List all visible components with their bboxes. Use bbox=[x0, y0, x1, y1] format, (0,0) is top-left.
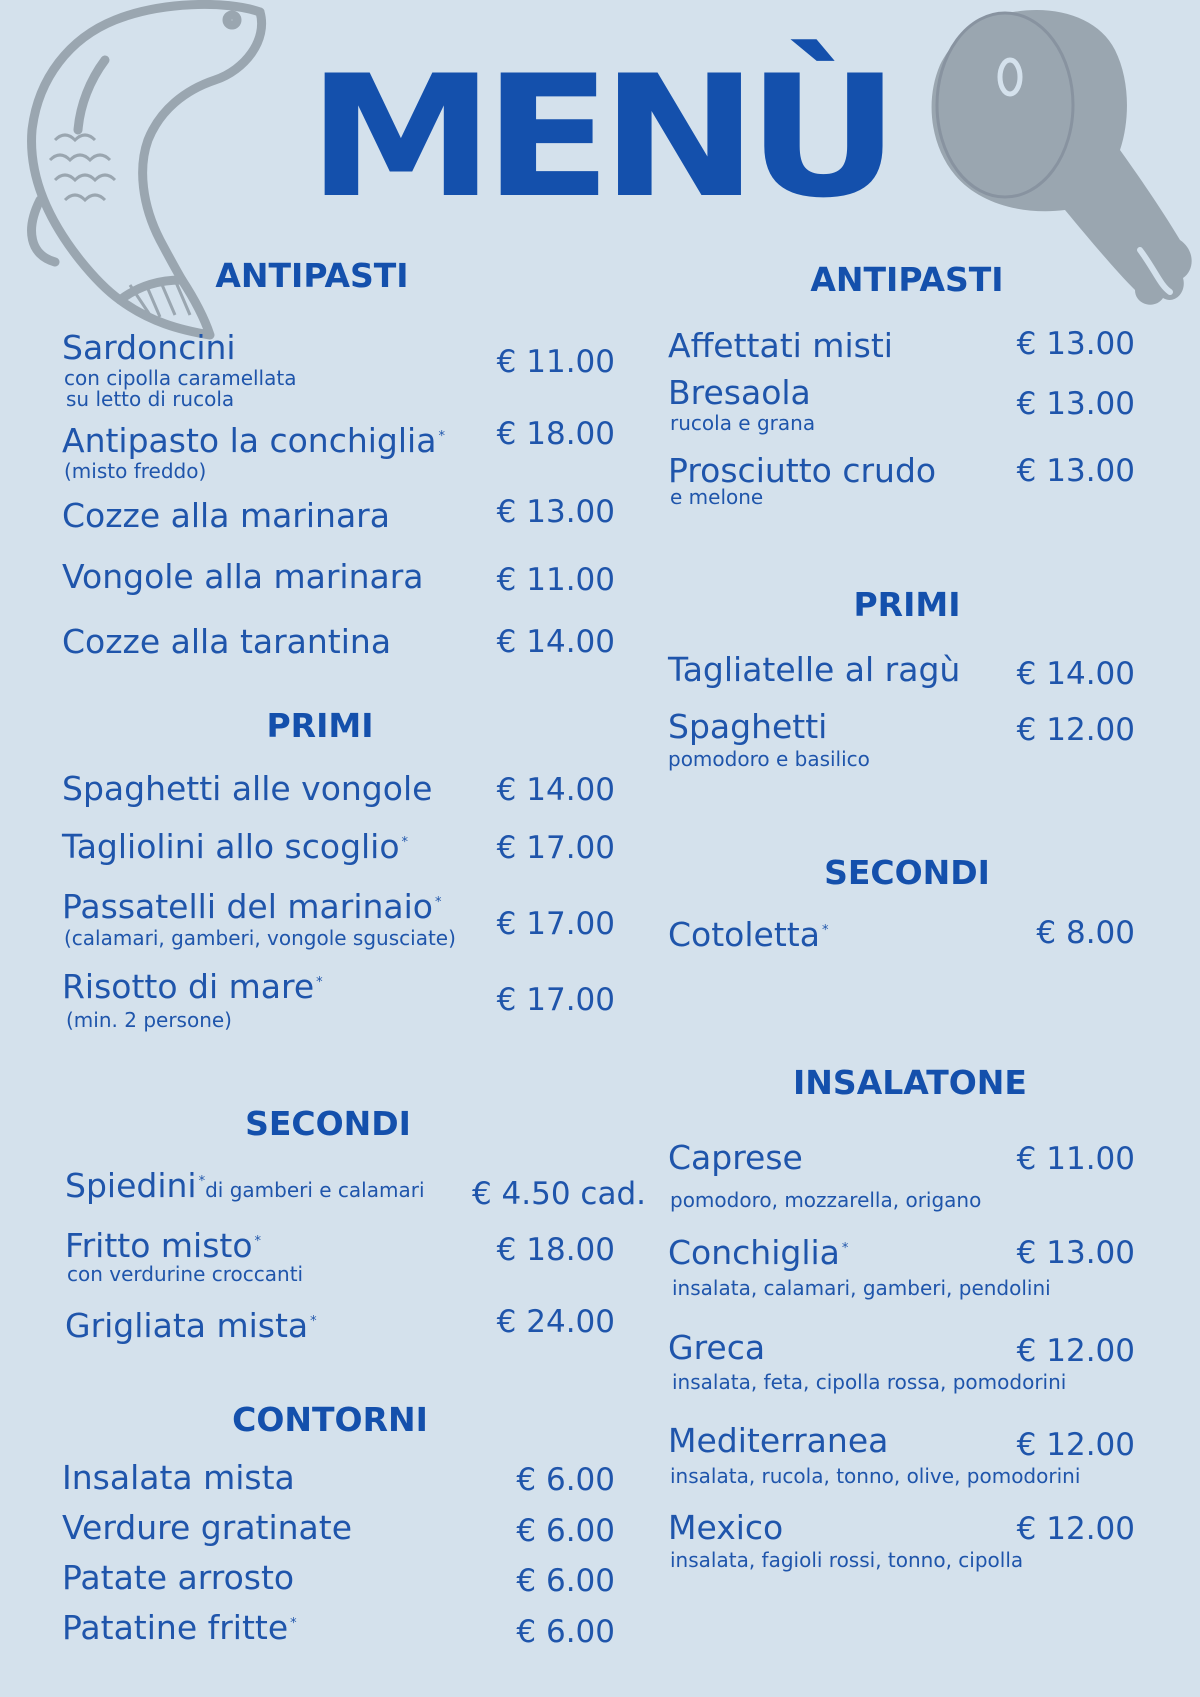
item-price: € 13.00 bbox=[1016, 453, 1135, 489]
item-name: Conchiglia * bbox=[668, 1233, 849, 1272]
item-desc: con cipolla caramellata bbox=[64, 366, 297, 390]
item-price: € 11.00 bbox=[496, 562, 615, 598]
item-desc: e melone bbox=[670, 485, 764, 509]
asterisk-mark: * bbox=[290, 1616, 297, 1631]
item-price: € 13.00 bbox=[1016, 326, 1135, 362]
item-name: Prosciutto crudo bbox=[668, 451, 937, 490]
item-price: € 13.00 bbox=[1016, 1235, 1135, 1271]
section-heading-secondi: SECONDI bbox=[245, 1104, 411, 1143]
item-name: Grigliata mista * bbox=[65, 1306, 317, 1345]
item-price: € 18.00 bbox=[496, 416, 615, 452]
item-price: € 6.00 bbox=[516, 1563, 615, 1599]
item-desc: pomodoro, mozzarella, origano bbox=[670, 1188, 982, 1212]
item-name: Vongole alla marinara bbox=[62, 557, 424, 596]
asterisk-mark: * bbox=[435, 895, 442, 910]
asterisk-mark: * bbox=[310, 1314, 317, 1329]
item-desc: su letto di rucola bbox=[66, 387, 235, 411]
item-price: € 17.00 bbox=[496, 830, 615, 866]
item-name: Patatine fritte * bbox=[62, 1608, 297, 1647]
asterisk-mark: * bbox=[198, 1174, 206, 1189]
item-price: € 12.00 bbox=[1016, 712, 1135, 748]
item-name: Affettati misti bbox=[668, 326, 893, 365]
item-price: € 11.00 bbox=[1016, 1141, 1135, 1177]
item-desc: insalata, feta, cipolla rossa, pomodorini bbox=[672, 1370, 1067, 1394]
item-price: € 14.00 bbox=[496, 624, 615, 660]
item-name: Cozze alla marinara bbox=[62, 496, 390, 535]
item-desc: insalata, fagioli rossi, tonno, cipolla bbox=[670, 1548, 1024, 1572]
item-price: € 17.00 bbox=[496, 906, 615, 942]
item-price: € 13.00 bbox=[1016, 386, 1135, 422]
item-price: € 12.00 bbox=[1016, 1333, 1135, 1369]
item-desc: (min. 2 persone) bbox=[66, 1008, 232, 1032]
item-name: Mediterranea bbox=[668, 1421, 889, 1460]
item-name: Spaghetti alle vongole bbox=[62, 769, 433, 808]
item-price: € 8.00 bbox=[1036, 915, 1135, 951]
item-desc: pomodoro e basilico bbox=[668, 747, 870, 771]
item-name: Mexico bbox=[668, 1508, 784, 1547]
item-desc: rucola e grana bbox=[670, 411, 816, 435]
asterisk-mark: * bbox=[841, 1241, 849, 1256]
item-price: € 14.00 bbox=[496, 772, 615, 808]
item-name: Patate arrosto bbox=[62, 1558, 295, 1597]
item-name: Insalata mista bbox=[62, 1458, 295, 1497]
item-desc: insalata, calamari, gamberi, pendolini bbox=[672, 1276, 1051, 1300]
item-price: € 24.00 bbox=[496, 1304, 615, 1340]
item-desc: con verdurine croccanti bbox=[67, 1262, 304, 1286]
item-price: € 13.00 bbox=[496, 494, 615, 530]
item-price: € 4.50 cad. bbox=[471, 1176, 646, 1212]
item-name: Bresaola bbox=[668, 373, 811, 412]
item-name: Verdure gratinate bbox=[62, 1508, 353, 1547]
asterisk-mark: * bbox=[254, 1234, 262, 1249]
item-desc: (misto freddo) bbox=[64, 459, 207, 483]
item-inline-desc: di gamberi e calamari bbox=[205, 1178, 425, 1202]
section-heading-primi-right: PRIMI bbox=[853, 585, 961, 624]
item-name: Cozze alla tarantina bbox=[62, 622, 392, 661]
item-name: Antipasto la conchiglia * bbox=[62, 421, 445, 460]
asterisk-mark: * bbox=[401, 835, 409, 850]
item-desc: insalata, rucola, tonno, olive, pomodorini bbox=[670, 1464, 1081, 1488]
item-price: € 12.00 bbox=[1016, 1511, 1135, 1547]
asterisk-mark: * bbox=[316, 975, 323, 990]
item-name: Fritto misto * bbox=[65, 1226, 262, 1265]
item-price: € 6.00 bbox=[516, 1462, 615, 1498]
item-price: € 12.00 bbox=[1016, 1427, 1135, 1463]
asterisk-mark: * bbox=[438, 429, 445, 444]
item-name: Caprese bbox=[668, 1138, 803, 1177]
item-name: Greca bbox=[668, 1328, 766, 1367]
item-name: Risotto di mare * bbox=[62, 967, 323, 1006]
item-name: Spiedini *di gamberi e calamari bbox=[65, 1166, 425, 1205]
section-heading-primi: PRIMI bbox=[266, 706, 374, 745]
section-heading-antipasti: ANTIPASTI bbox=[215, 256, 409, 295]
section-heading-antipasti-right: ANTIPASTI bbox=[810, 260, 1004, 299]
item-name: Cotoletta * bbox=[668, 915, 829, 954]
asterisk-mark: * bbox=[821, 923, 829, 938]
item-name: Passatelli del marinaio * bbox=[62, 887, 442, 926]
section-heading-insalatone: INSALATONE bbox=[793, 1063, 1027, 1102]
section-heading-contorni: CONTORNI bbox=[232, 1400, 428, 1439]
item-name: Tagliolini allo scoglio * bbox=[62, 827, 409, 866]
item-name: Spaghetti bbox=[668, 707, 828, 746]
item-price: € 6.00 bbox=[516, 1513, 615, 1549]
item-price: € 6.00 bbox=[516, 1614, 615, 1650]
section-heading-secondi-right: SECONDI bbox=[824, 853, 990, 892]
item-price: € 17.00 bbox=[496, 982, 615, 1018]
item-price: € 11.00 bbox=[496, 344, 615, 380]
menu-title: MENÙ bbox=[307, 39, 889, 235]
item-price: € 18.00 bbox=[496, 1232, 615, 1268]
item-name: Sardoncini bbox=[62, 328, 236, 367]
item-desc: (calamari, gamberi, vongole sgusciate) bbox=[64, 926, 456, 950]
item-price: € 14.00 bbox=[1016, 656, 1135, 692]
item-name: Tagliatelle al ragù bbox=[668, 650, 961, 689]
